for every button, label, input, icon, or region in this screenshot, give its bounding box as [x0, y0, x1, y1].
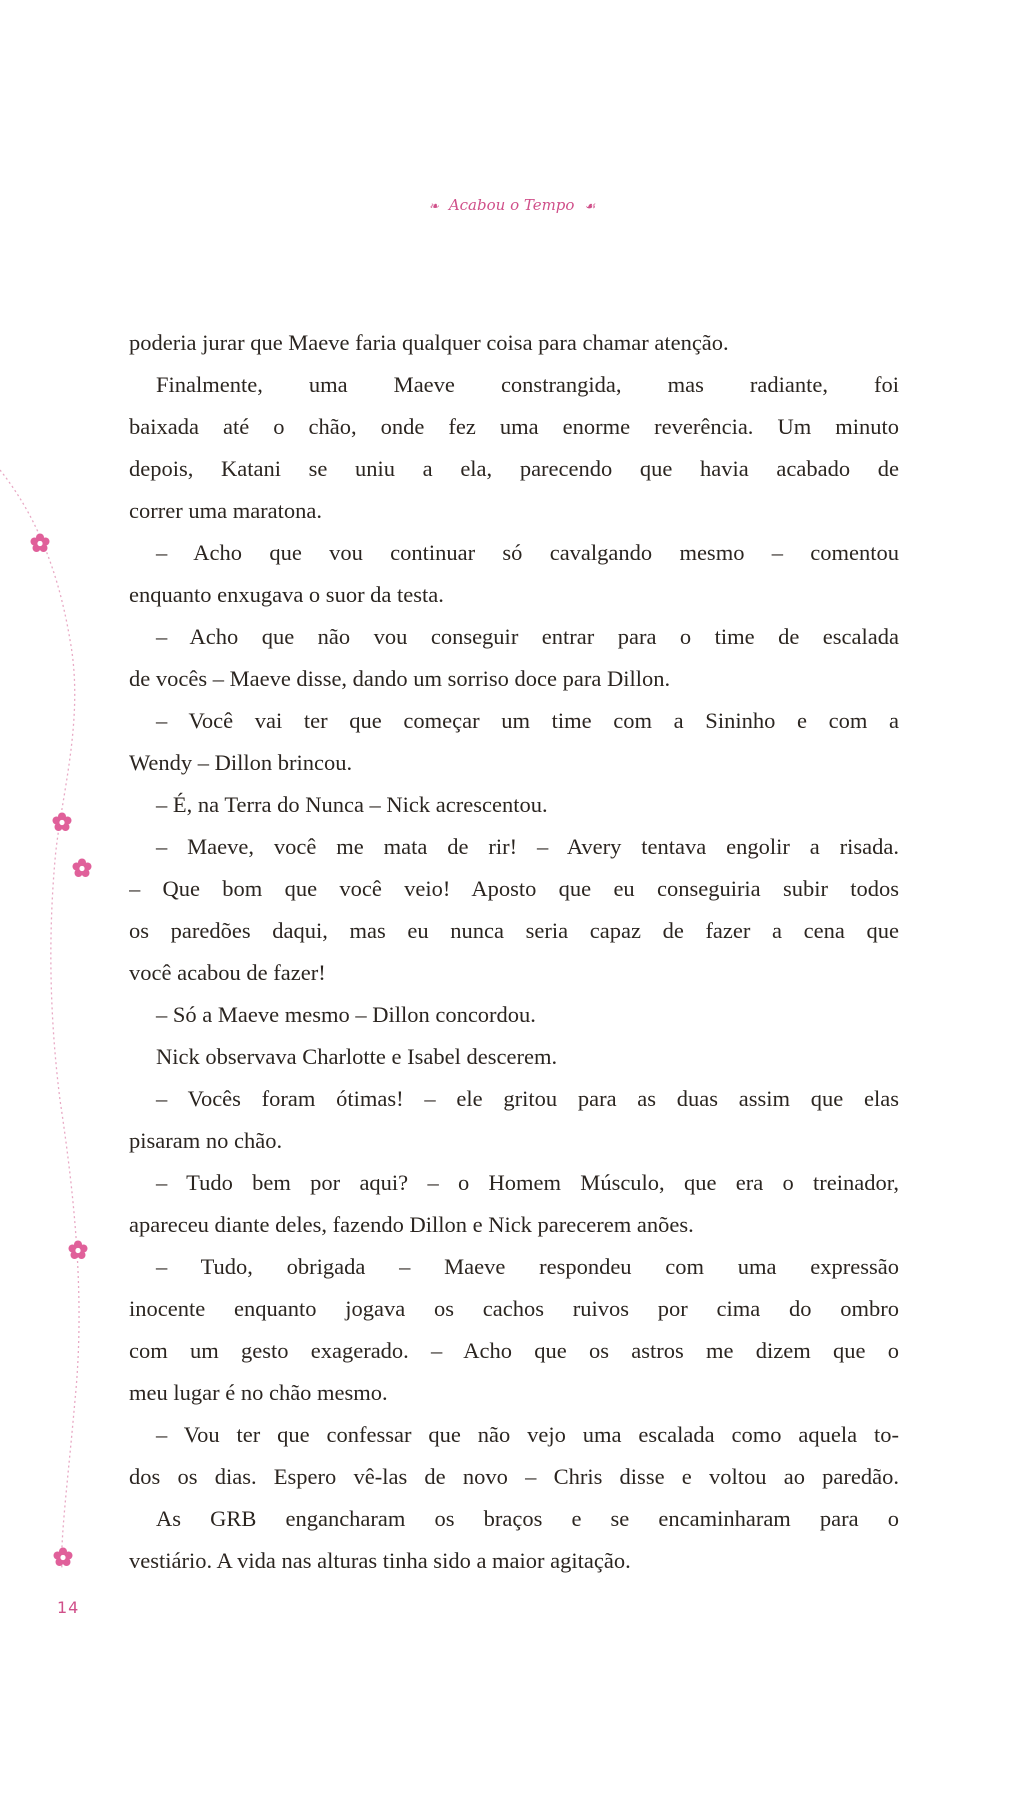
text-line: vestiário. A vida nas alturas tinha sido a maior agitação. [129, 1548, 631, 1573]
text-line: você acabou de fazer! [129, 960, 326, 985]
text-line: com um gesto exagerado. – Acho que os astros me dizem que o [129, 1338, 899, 1363]
text-line: – Acho que não vou conseguir entrar para o time de escalada [156, 624, 899, 649]
page-number: 14 [57, 1598, 80, 1617]
flower-icon [30, 533, 50, 553]
ornament-right-icon: ☙ [584, 199, 596, 213]
text-line: inocente enquanto jogava os cachos ruivos por cima do ombro [129, 1296, 899, 1321]
text-line: Nick observava Charlotte e Isabel descerem. [156, 1044, 558, 1069]
text-line: – Você vai ter que começar um time com a Sininho e com a [156, 708, 899, 733]
text-line: – Tudo bem por aqui? – o Homem Músculo, que era o treinador, [156, 1170, 899, 1195]
text-line: Finalmente, uma Maeve constrangida, mas radiante, foi [156, 372, 899, 397]
text-line: baixada até o chão, onde fez uma enorme reverência. Um minuto [129, 414, 899, 439]
text-line: poderia jurar que Maeve faria qualquer coisa para chamar atenção. [129, 330, 729, 355]
text-line: depois, Katani se uniu a ela, parecendo que havia acabado de [129, 456, 899, 481]
flower-icon [72, 858, 92, 878]
text-line: meu lugar é no chão mesmo. [129, 1380, 388, 1405]
text-line: enquanto enxugava o suor da testa. [129, 582, 444, 607]
text-line: – Que bom que você veio! Aposto que eu conseguiria subir todos [129, 876, 899, 901]
text-line: – Vou ter que confessar que não vejo uma escalada como aquela to- [156, 1422, 899, 1447]
text-line: de vocês – Maeve disse, dando um sorriso doce para Dillon. [129, 666, 671, 691]
flower-icon [68, 1240, 88, 1260]
text-line: dos os dias. Espero vê-las de novo – Chris disse e voltou ao paredão. [129, 1464, 899, 1489]
text-line: – Acho que vou continuar só cavalgando mesmo – comentou [156, 540, 899, 565]
text-line: – Só a Maeve mesmo – Dillon concordou. [156, 1002, 536, 1027]
text-line: pisaram no chão. [129, 1128, 283, 1153]
text-line: – É, na Terra do Nunca – Nick acrescentou. [156, 792, 548, 817]
text-line: Wendy – Dillon brincou. [129, 750, 353, 775]
text-line: os paredões daqui, mas eu nunca seria capaz de fazer a cena que [129, 918, 899, 943]
running-header [0, 196, 1024, 214]
dotted-vine-decoration [0, 0, 140, 1700]
text-line: – Tudo, obrigada – Maeve respondeu com uma expressão [156, 1254, 899, 1279]
ornament-left-icon: ❧ [428, 199, 439, 213]
book-title: Acabou o Tempo [448, 196, 575, 214]
flower-icon [53, 1547, 73, 1567]
flower-icon [52, 812, 72, 832]
text-line: – Maeve, você me mata de rir! – Avery tentava engolir a risada. [156, 834, 899, 859]
text-line: – Vocês foram ótimas! – ele gritou para as duas assim que elas [156, 1086, 899, 1111]
text-line: correr uma maratona. [129, 498, 323, 523]
text-line: As GRB engancharam os braços e se encaminharam para o [156, 1506, 899, 1531]
body-text [129, 322, 899, 1582]
text-line: apareceu diante deles, fazendo Dillon e Nick parecerem anões. [129, 1212, 694, 1237]
